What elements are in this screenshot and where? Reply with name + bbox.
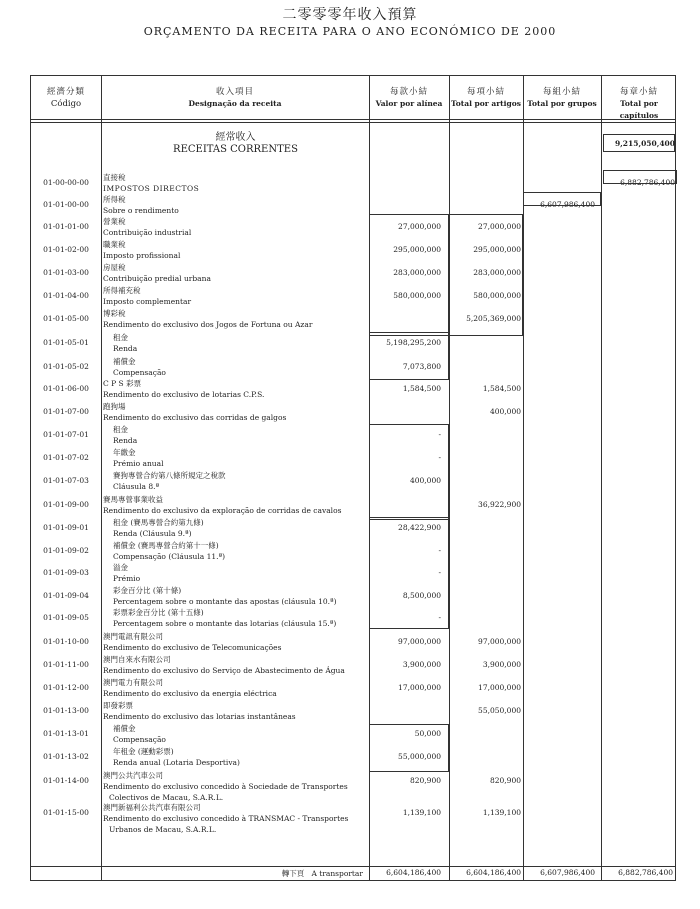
designation-zh: 賽狗專營合約第八條所規定之稅款 bbox=[113, 471, 226, 480]
value-box bbox=[369, 724, 449, 772]
row-designation bbox=[103, 723, 378, 745]
row-alinea: - bbox=[438, 568, 441, 577]
row-code: 01-00-00-00 bbox=[43, 178, 89, 187]
designation-pt: Rendimento do exclusivo dos Jogos de Fortuna ou Azar bbox=[103, 320, 313, 329]
row-artigos: 1,139,100 bbox=[482, 808, 521, 817]
row-designation bbox=[103, 585, 378, 607]
row-alinea: 97,000,000 bbox=[398, 637, 441, 646]
designation-zh: 營業稅 bbox=[103, 217, 126, 226]
designation-pt-cont: Colectivos de Macau, S.A.R.L. bbox=[109, 793, 224, 802]
row-code: 01-01-12-00 bbox=[43, 683, 89, 692]
row-designation bbox=[103, 517, 378, 539]
designation-zh: 溢金 bbox=[113, 563, 128, 572]
designation-pt: Prémio anual bbox=[113, 459, 164, 468]
row-alinea: 5,198,295,200 bbox=[386, 338, 441, 347]
row-designation bbox=[103, 216, 368, 238]
row-designation bbox=[103, 424, 378, 446]
designation-pt-cont: Urbanos de Macau, S.A.R.L. bbox=[109, 825, 217, 834]
row-artigos: 36,922,900 bbox=[478, 500, 521, 509]
footer-artigos: 6,604,186,400 bbox=[466, 868, 521, 877]
row-alinea: 1,584,500 bbox=[402, 384, 441, 393]
row-code: 01-01-09-01 bbox=[43, 523, 89, 532]
row-code: 01-01-09-05 bbox=[43, 613, 89, 622]
designation-zh: 年繳金 bbox=[113, 448, 136, 457]
row-artigos: 17,000,000 bbox=[478, 683, 521, 692]
designation-zh: 補償金 bbox=[113, 357, 136, 366]
row-artigos: 580,000,000 bbox=[473, 291, 521, 300]
row-designation bbox=[103, 631, 368, 653]
row-code: 01-01-13-02 bbox=[43, 752, 89, 761]
header-divider bbox=[31, 122, 675, 123]
designation-zh: 澳門自來水有限公司 bbox=[103, 655, 171, 664]
row-code: 01-01-15-00 bbox=[43, 808, 89, 817]
row-artigos: 283,000,000 bbox=[473, 268, 521, 277]
row-artigos: 400,000 bbox=[489, 407, 521, 416]
row-alinea: - bbox=[438, 430, 441, 439]
row-artigos: 1,584,500 bbox=[482, 384, 521, 393]
row-alinea: 8,500,000 bbox=[402, 591, 441, 600]
designation-pt: Percentagem sobre o montante das apostas (cláusula 10.ª) bbox=[113, 597, 337, 606]
footer-label: 轉下頁 A transportar bbox=[281, 869, 363, 878]
designation-pt: Renda (Cláusula 9.ª) bbox=[113, 529, 192, 538]
row-code: 01-01-09-02 bbox=[43, 546, 89, 555]
value-box bbox=[369, 517, 449, 629]
designation-pt: Renda bbox=[113, 436, 138, 445]
designation-zh: 即發彩票 bbox=[103, 701, 133, 710]
col-divider bbox=[601, 76, 602, 880]
row-alinea: - bbox=[438, 613, 441, 622]
header-divider bbox=[31, 119, 675, 120]
row-alinea: - bbox=[438, 453, 441, 462]
row-alinea: 295,000,000 bbox=[393, 245, 441, 254]
title-chinese: 二零零零年收入預算 bbox=[282, 7, 418, 23]
row-alinea: 50,000 bbox=[414, 729, 441, 738]
designation-pt: Rendimento do exclusivo concedido à TRANSMAC - Transportes bbox=[103, 814, 349, 823]
row-designation bbox=[103, 378, 368, 400]
designation-pt: Rendimento do exclusivo das corridas de galgos bbox=[103, 413, 287, 422]
row-code: 01-01-01-00 bbox=[43, 222, 89, 231]
row-code: 01-01-04-00 bbox=[43, 291, 89, 300]
designation-pt: Compensação bbox=[113, 368, 166, 377]
value-box bbox=[369, 214, 449, 336]
row-code: 01-01-03-00 bbox=[43, 268, 89, 277]
designation-pt: Sobre o rendimento bbox=[103, 206, 179, 215]
row-code: 01-01-02-00 bbox=[43, 245, 89, 254]
value-box bbox=[369, 332, 449, 380]
row-designation bbox=[103, 540, 378, 562]
row-artigos: 295,000,000 bbox=[473, 245, 521, 254]
col-divider bbox=[449, 76, 450, 880]
row-alinea: 580,000,000 bbox=[393, 291, 441, 300]
row-designation bbox=[103, 562, 378, 584]
designation-zh: 租金 bbox=[113, 425, 128, 434]
row-artigos: 5,205,369,000 bbox=[466, 314, 521, 323]
footer-row bbox=[31, 866, 675, 880]
row-code: 01-01-13-01 bbox=[43, 729, 89, 738]
designation-pt: Rendimento do exclusivo da exploração de corridas de cavalos bbox=[103, 506, 342, 515]
header-code: 經濟分類 Código bbox=[46, 87, 85, 109]
row-designation bbox=[103, 746, 378, 768]
designation-pt: IMPOSTOS DIRECTOS bbox=[103, 184, 200, 193]
designation-zh: 跑狗場 bbox=[103, 402, 126, 411]
designation-zh: 澳門公共汽車公司 bbox=[103, 771, 163, 780]
row-code: 01-01-07-00 bbox=[43, 407, 89, 416]
row-code: 01-01-07-02 bbox=[43, 453, 89, 462]
row-designation bbox=[103, 262, 368, 284]
row-alinea: 3,900,000 bbox=[402, 660, 441, 669]
designation-pt: Rendimento do exclusivo do Serviço de Abastecimento de Água bbox=[103, 666, 345, 675]
designation-zh: 租金 bbox=[113, 333, 128, 342]
row-code: 01-01-09-00 bbox=[43, 500, 89, 509]
row-code: 01-01-13-00 bbox=[43, 706, 89, 715]
designation-zh: 彩金百分比 (第十條) bbox=[113, 586, 182, 595]
row-code: 01-01-00-00 bbox=[43, 200, 89, 209]
header-capitulos: 每章小結 Total por capítulos bbox=[619, 87, 659, 120]
row-designation bbox=[103, 356, 378, 378]
designation-zh: 租金 (賽馬專營合約第九條) bbox=[113, 518, 204, 527]
designation-pt: Rendimento do exclusivo de Telecomunicações bbox=[103, 643, 282, 652]
row-artigos: 27,000,000 bbox=[478, 222, 521, 231]
row-code: 01-01-07-01 bbox=[43, 430, 89, 439]
row-code: 01-01-11-00 bbox=[43, 660, 89, 669]
row-alinea: 820,900 bbox=[409, 776, 441, 785]
designation-zh: 博彩稅 bbox=[103, 309, 126, 318]
designation-zh: 賽馬專營事業收益 bbox=[103, 495, 163, 504]
row-designation bbox=[103, 285, 368, 307]
row-designation bbox=[103, 607, 378, 629]
col-divider bbox=[101, 76, 102, 880]
designation-pt: Compensação (Cláusula 11.ª) bbox=[113, 552, 226, 561]
row-designation bbox=[103, 700, 368, 722]
designation-zh: 彩票彩金百分比 (第十五條) bbox=[113, 608, 204, 617]
row-code: 01-01-05-01 bbox=[43, 338, 89, 347]
designation-pt: Rendimento do exclusivo concedido à Sociedade de Transportes bbox=[103, 782, 348, 791]
row-designation bbox=[103, 494, 368, 516]
row-designation bbox=[103, 802, 368, 835]
row-designation bbox=[103, 654, 368, 676]
designation-pt: Rendimento do exclusivo de lotarias C.P.S. bbox=[103, 390, 265, 399]
row-designation bbox=[103, 172, 368, 194]
row-code: 01-01-14-00 bbox=[43, 776, 89, 785]
row-code: 01-01-05-02 bbox=[43, 362, 89, 371]
row-code: 01-01-06-00 bbox=[43, 384, 89, 393]
designation-zh: 澳門電力有限公司 bbox=[103, 678, 163, 687]
row-artigos: 820,900 bbox=[489, 776, 521, 785]
designation-zh: 澳門電訊有限公司 bbox=[103, 632, 163, 641]
section-total: 9,215,050,400 bbox=[614, 139, 675, 148]
row-artigos: 3,900,000 bbox=[482, 660, 521, 669]
row-designation bbox=[103, 308, 368, 330]
footer-grupos: 6,607,986,400 bbox=[540, 868, 595, 877]
row-designation bbox=[103, 332, 378, 354]
designation-pt: Renda anual (Lotaria Desportiva) bbox=[113, 758, 240, 767]
row-designation bbox=[103, 239, 368, 261]
designation-pt: Contribuição predial urbana bbox=[103, 274, 211, 283]
designation-pt: Contribuição industrial bbox=[103, 228, 192, 237]
row-alinea: 55,000,000 bbox=[398, 752, 441, 761]
row-designation bbox=[103, 470, 378, 492]
row-code: 01-01-07-03 bbox=[43, 476, 89, 485]
designation-pt: Rendimento do exclusivo da energia eléctrica bbox=[103, 689, 277, 698]
row-designation bbox=[103, 401, 368, 423]
section-heading: 經常收入 RECEITAS CORRENTES bbox=[173, 132, 298, 155]
designation-zh: 所得補充稅 bbox=[103, 286, 141, 295]
row-designation bbox=[103, 194, 368, 216]
row-artigos: 55,050,000 bbox=[478, 706, 521, 715]
budget-table bbox=[30, 75, 676, 881]
designation-pt: Compensação bbox=[113, 735, 166, 744]
row-alinea: 283,000,000 bbox=[393, 268, 441, 277]
header-designation: 收入項目 Designação da receita bbox=[188, 87, 282, 108]
row-designation bbox=[103, 677, 368, 699]
header-grupos: 每組小結 Total por grupos bbox=[527, 87, 597, 108]
designation-zh: 直接稅 bbox=[103, 173, 126, 182]
row-designation bbox=[103, 447, 378, 469]
row-code: 01-01-10-00 bbox=[43, 637, 89, 646]
row-grupos: 6,607,986,400 bbox=[540, 200, 595, 209]
designation-zh: 房屋稅 bbox=[103, 263, 126, 272]
footer-alinea: 6,604,186,400 bbox=[386, 868, 441, 877]
row-code: 01-01-09-04 bbox=[43, 591, 89, 600]
row-code: 01-01-05-00 bbox=[43, 314, 89, 323]
title-portuguese: ORÇAMENTO DA RECEITA PARA O ANO ECONÓMICO DE 2000 bbox=[143, 25, 557, 38]
value-box bbox=[449, 214, 523, 336]
designation-pt: Percentagem sobre o montante das lotarias (cláusula 15.ª) bbox=[113, 619, 337, 628]
row-designation bbox=[103, 770, 368, 803]
row-alinea: 7,073,800 bbox=[402, 362, 441, 371]
designation-zh: 補償金 bbox=[113, 724, 136, 733]
designation-pt: Imposto complementar bbox=[103, 297, 192, 306]
header-artigos: 每項小結 Total por artigos bbox=[451, 87, 521, 108]
row-code: 01-01-09-03 bbox=[43, 568, 89, 577]
designation-zh: 年租金 (運動彩票) bbox=[113, 747, 174, 756]
value-box bbox=[523, 192, 601, 206]
designation-zh: 補償金 (賽馬專營合約第十一條) bbox=[113, 541, 219, 550]
row-artigos: 97,000,000 bbox=[478, 637, 521, 646]
row-capitulos: 6,882,786,400 bbox=[620, 178, 675, 187]
designation-zh: 澳門新福利公共汽車有限公司 bbox=[103, 803, 201, 812]
designation-zh: 職業稅 bbox=[103, 240, 126, 249]
designation-pt: Imposto profissional bbox=[103, 251, 181, 260]
designation-pt: Prémio bbox=[113, 574, 141, 583]
row-alinea: - bbox=[438, 546, 441, 555]
designation-zh: 所得稅 bbox=[103, 195, 126, 204]
header-alinea: 每款小結 Valor por alínea bbox=[375, 87, 443, 108]
row-alinea: 27,000,000 bbox=[398, 222, 441, 231]
row-alinea: 400,000 bbox=[409, 476, 441, 485]
designation-pt: Rendimento do exclusivo das lotarias instantâneas bbox=[103, 712, 296, 721]
footer-capitulos: 6,882,786,400 bbox=[618, 868, 673, 877]
row-alinea: 1,139,100 bbox=[402, 808, 441, 817]
designation-zh: C P S 彩票 bbox=[103, 379, 142, 388]
value-box bbox=[369, 424, 449, 520]
row-alinea: 17,000,000 bbox=[398, 683, 441, 692]
designation-pt: Renda bbox=[113, 344, 138, 353]
designation-pt: Cláusula 8.ª bbox=[113, 482, 160, 491]
row-alinea: 28,422,900 bbox=[398, 523, 441, 532]
value-box bbox=[603, 170, 677, 184]
